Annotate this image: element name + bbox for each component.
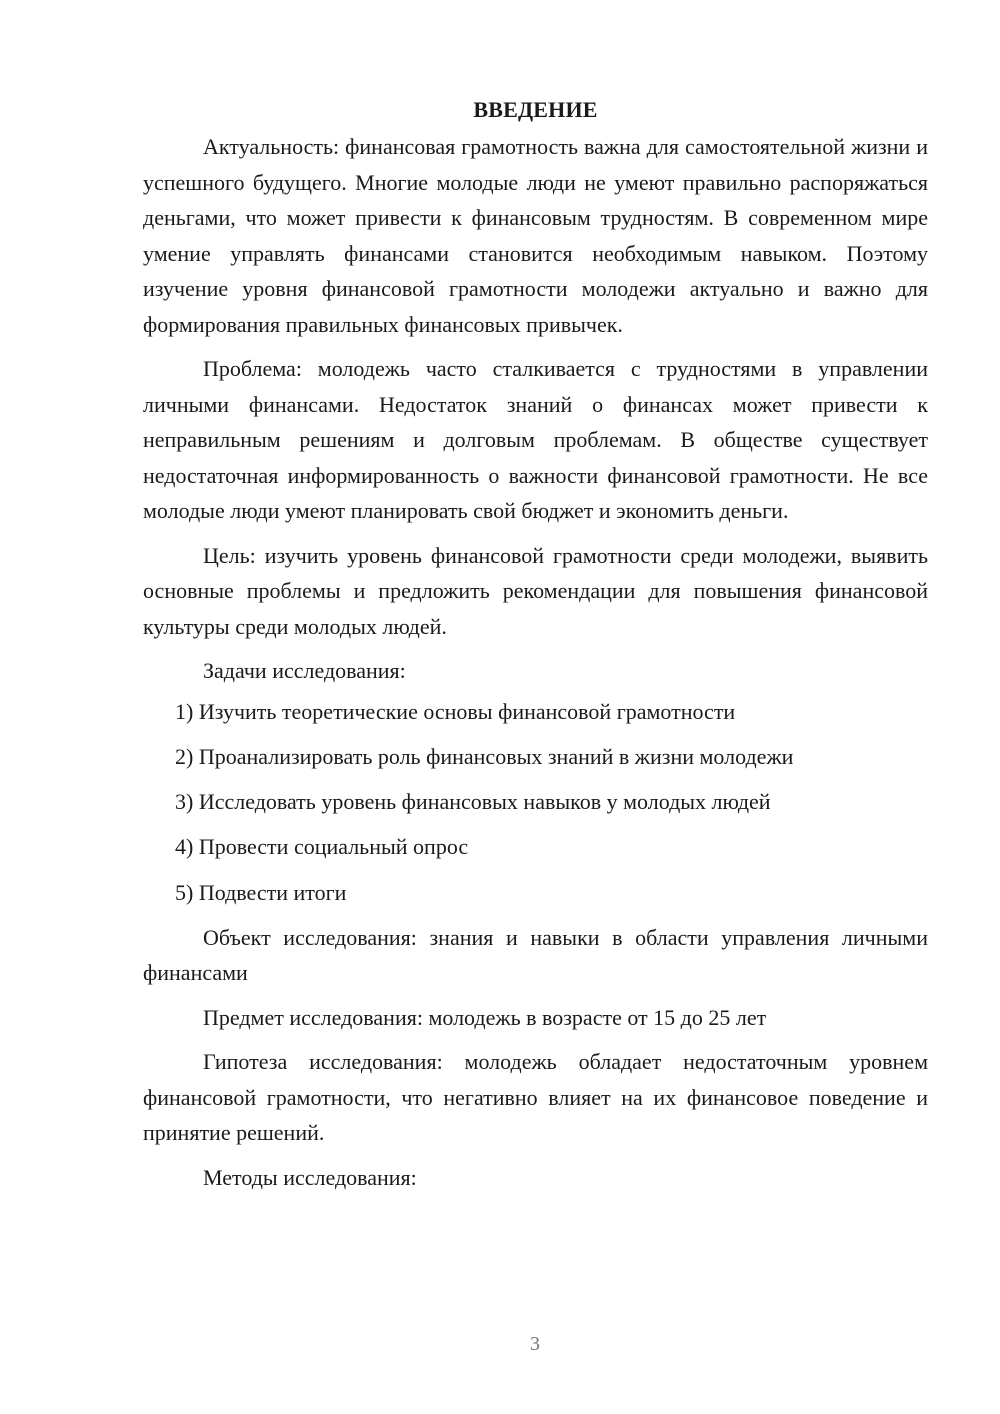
list-item: 5) Подвести итоги bbox=[175, 879, 347, 905]
list-item: 1) Изучить теоретические основы финансовой грамотности bbox=[175, 698, 736, 724]
paragraph-actuality: Актуальность: финансовая грамотность важна для самостоятельной жизни и успешного будущего. Многие молодые люди не умеют правильно распоряжаться деньгами, что может привести к финансовым трудностям. В современном мире умение управлять финансами становится необходимым навыком. Поэтому изучение уровня финансовой грамотности молодежи актуально и важно для формирования правильных финансовых привычек. bbox=[143, 134, 928, 337]
page-number: 3 bbox=[530, 1333, 540, 1355]
tasks-title: Задачи исследования: bbox=[203, 658, 406, 683]
paragraph-problem: Проблема: молодежь часто сталкивается с трудностями в управлении личными финансами. Недостаток знаний о финансах может привести к неправильным решениям и долговым проблемам. В обществе существует недостаточная информированность о важности финансовой грамотности. Не все молодые люди умеют планировать свой бюджет и экономить деньги. bbox=[143, 356, 928, 523]
page-content bbox=[143, 95, 928, 1195]
list-item: 3) Исследовать уровень финансовых навыков у молодых людей bbox=[175, 789, 771, 815]
list-item: 2) Проанализировать роль финансовых знаний в жизни молодежи bbox=[175, 743, 794, 769]
paragraph-subject: Предмет исследования: молодежь в возрасте от 15 до 25 лет bbox=[203, 1004, 767, 1030]
tasks-list bbox=[143, 694, 928, 920]
paragraph-hypothesis: Гипотеза исследования: молодежь обладает недостаточным уровнем финансовой грамотности, что негативно влияет на их финансовое поведение и принятие решений. bbox=[143, 1049, 928, 1146]
methods-title: Методы исследования: bbox=[203, 1164, 417, 1190]
list-item: 4) Провести социальный опрос bbox=[175, 834, 469, 860]
section-heading: ВВЕДЕНИЕ bbox=[473, 97, 598, 122]
paragraph-object: Объект исследования: знания и навыки в области управления личными финансами bbox=[143, 924, 928, 986]
paragraph-goal: Цель: изучить уровень финансовой грамотности среди молодежи, выявить основные проблемы и предложить рекомендации для повышения финансовой культуры среди молодых людей. bbox=[143, 542, 928, 639]
